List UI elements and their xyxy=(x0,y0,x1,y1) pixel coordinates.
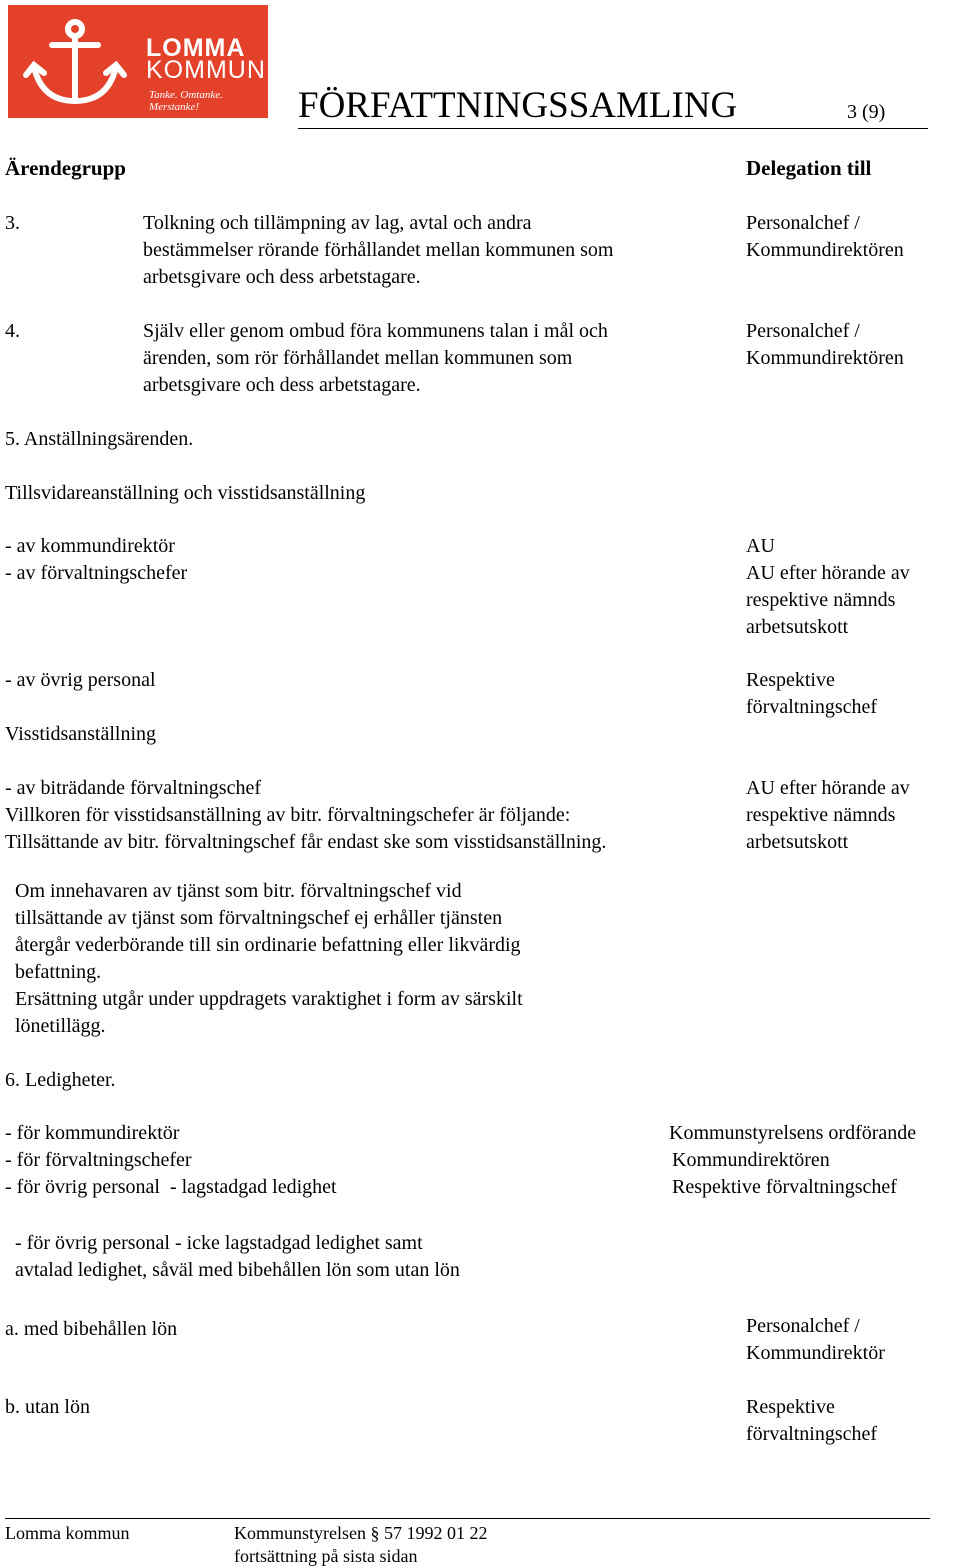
column-heading-arendegrupp: Ärendegrupp xyxy=(5,156,126,180)
option-b-delegate: förvaltningschef xyxy=(746,1423,878,1445)
row-forvaltningschefer-delegate: AU efter hörande av xyxy=(746,562,910,584)
section-5-heading: 5. Anställningsärenden. xyxy=(5,428,194,450)
bitr-line: Tillsättande av bitr. förvaltningschef får endast ske som visstidsanställning. xyxy=(5,831,607,853)
row-ovrig-delegate: förvaltningschef xyxy=(746,696,878,718)
bitr-delegate: AU efter hörande av xyxy=(746,777,910,799)
item-3-number: 3. xyxy=(5,212,20,234)
option-a-label: a. med bibehållen lön xyxy=(5,1318,178,1340)
item-4-delegate: Personalchef / xyxy=(746,320,860,342)
icke-lagstadgad-line: avtalad ledighet, såväl med bibehållen lön som utan lön xyxy=(15,1259,460,1281)
conditions-line: tillsättande av tjänst som förvaltningschef ej erhåller tjänsten xyxy=(15,907,503,929)
ledighet-row-delegate: Kommunstyrelsens ordförande xyxy=(669,1122,917,1144)
row-forvaltningschefer-delegate: arbetsutskott xyxy=(746,616,849,638)
option-b-label: b. utan lön xyxy=(5,1396,90,1418)
section-5-subheading: Tillsvidareanställning och visstidsanställning xyxy=(5,482,366,504)
section-6-heading: 6. Ledigheter. xyxy=(5,1069,116,1091)
conditions-line: Ersättning utgår under uppdragets varaktighet i form av särskilt xyxy=(15,988,523,1010)
item-3-line: arbetsgivare och dess arbetstagare. xyxy=(143,266,421,288)
row-kommundirektor: - av kommundirektör xyxy=(5,535,175,557)
logo-name-line1: LOMMA xyxy=(146,34,246,62)
footer-org: Lomma kommun xyxy=(5,1523,130,1543)
icke-lagstadgad-line: - för övrig personal - icke lagstadgad ledighet samt xyxy=(15,1232,423,1254)
item-3-line: bestämmelser rörande förhållandet mellan kommunen som xyxy=(143,239,614,261)
ledighet-row-delegate: Respektive förvaltningschef xyxy=(672,1176,897,1198)
row-forvaltningschefer-delegate: respektive nämnds xyxy=(746,589,896,611)
option-a-delegate: Kommundirektör xyxy=(746,1342,885,1364)
conditions-line: Om innehavaren av tjänst som bitr. förvaltningschef vid xyxy=(15,880,462,902)
footer-reference: Kommunstyrelsen § 57 1992 01 22 xyxy=(234,1523,488,1543)
ledighet-row: - för övrig personal - lagstadgad ledighet xyxy=(5,1176,337,1198)
footer-divider xyxy=(5,1518,930,1519)
bitr-delegate: arbetsutskott xyxy=(746,831,849,853)
header-divider xyxy=(298,128,928,129)
item-4-number: 4. xyxy=(5,320,20,342)
item-4-line: ärenden, som rör förhållandet mellan kommunen som xyxy=(143,347,573,369)
item-3-line: Tolkning och tillämpning av lag, avtal och andra xyxy=(143,212,532,234)
ledighet-row-delegate: Kommundirektören xyxy=(672,1149,830,1171)
ledighet-row: - för kommundirektör xyxy=(5,1122,180,1144)
row-ovrig-personal: - av övrig personal xyxy=(5,669,156,691)
logo-name-line2: KOMMUN xyxy=(146,56,266,84)
bitr-line: - av biträdande förvaltningschef xyxy=(5,777,262,799)
item-3-delegate: Personalchef / xyxy=(746,212,860,234)
bitr-line: Villkoren för visstidsanställning av bitr. förvaltningschefer är följande: xyxy=(5,804,571,826)
bitr-delegate: respektive nämnds xyxy=(746,804,896,826)
conditions-line: befattning. xyxy=(15,961,102,983)
conditions-line: återgår vederbörande till sin ordinarie befattning eller likvärdig xyxy=(15,934,521,956)
row-ovrig-delegate: Respektive xyxy=(746,669,835,691)
visstid-heading: Visstidsanställning xyxy=(5,723,157,745)
item-3-delegate: Kommundirektören xyxy=(746,239,904,261)
item-4-line: arbetsgivare och dess arbetstagare. xyxy=(143,374,421,396)
row-forvaltningschefer: - av förvaltningschefer xyxy=(5,562,188,584)
footer-continuation: fortsättning på sista sidan xyxy=(234,1546,418,1566)
page-number: 3 (9) xyxy=(847,101,886,123)
logo-slogan: Tanke. Omtanke. Merstanke! xyxy=(149,89,223,113)
option-a-delegate: Personalchef / xyxy=(746,1315,860,1337)
option-b-delegate: Respektive xyxy=(746,1396,835,1418)
row-kommundirektor-delegate: AU xyxy=(746,535,775,557)
page-title: FÖRFATTNINGSSAMLING xyxy=(298,85,738,126)
column-heading-delegation: Delegation till xyxy=(746,156,872,180)
ledighet-row: - för förvaltningschefer xyxy=(5,1149,192,1171)
conditions-line: lönetillägg. xyxy=(15,1015,106,1037)
item-4-line: Själv eller genom ombud föra kommunens talan i mål och xyxy=(143,320,608,342)
item-4-delegate: Kommundirektören xyxy=(746,347,904,369)
anchor-icon xyxy=(20,15,130,111)
lomma-kommun-logo xyxy=(8,5,268,118)
